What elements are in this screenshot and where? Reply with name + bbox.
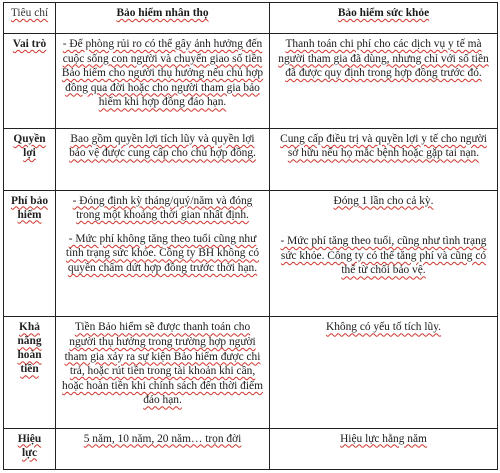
criterion-text: Vai trò (12, 37, 47, 50)
life-cell (56, 428, 270, 469)
life-cell (56, 33, 270, 128)
health-cell (270, 128, 498, 190)
table-row (4, 33, 498, 128)
table-header-row (4, 3, 498, 34)
life-text: - Để phòng rủi ro có thể gây ảnh hưởng đến cuộc sống con người và chuyển giao số tiền Bảo hiểm cho người thụ hưởng nếu chủ hợp đồng qua đời hoặc cho người tham gia bảo hiểm khi hợp đồng đáo hạn. (61, 37, 264, 109)
life-cell (56, 128, 270, 190)
comparison-table (3, 2, 498, 470)
header-health-insurance (270, 3, 498, 34)
table-row (4, 128, 498, 190)
health-cell (270, 33, 498, 128)
life-text: Bao gồm quyền lợi tích lũy và quyền lợi bảo vệ được cung cấp cho chủ hợp đồng. (69, 132, 256, 160)
health-text: Không có yếu tố tích lũy. (325, 321, 442, 334)
criterion-text: Khả năng hoàn tiền (17, 321, 42, 376)
life-text: - Mức phí không tăng theo tuổi cũng như tình trạng sức khỏe. Công ty BH không có quyền chấm dứt hợp đồng trước thời hạn. (65, 232, 260, 274)
header-life-insurance (56, 3, 270, 34)
life-cell (56, 190, 270, 317)
health-text: Thanh toán chi phí cho các dịch vụ y tế mà người tham gia đã dùng, nhưng chỉ với số tiền đã được quy định trong hợp đồng trước đó. (278, 37, 489, 80)
row-criterion (4, 317, 56, 428)
header-criterion (4, 3, 56, 34)
health-text: Hiệu lực hằng năm (340, 432, 427, 445)
health-text: Đóng 1 lần cho cả kỳ. (333, 194, 434, 207)
criterion-text: Quyền lợi (13, 132, 46, 159)
life-text: - Đóng định kỳ tháng/quý/năm và đóng trong một khoảng thời gian nhất định. (72, 194, 253, 222)
health-cell (270, 317, 498, 428)
row-criterion (4, 33, 56, 128)
health-text: Cung cấp điều trị và quyền lợi y tế cho người sở hữu nếu họ mắc bệnh hoặc gặp tai nạn. (280, 132, 487, 160)
health-text: - Mức phí tăng theo tuổi, cũng như tình trạng sức khỏe. Công ty có thể tăng phí và cũng có thể từ chối bảo vệ. (280, 235, 487, 277)
row-criterion (4, 190, 56, 317)
life-text: Tiền Bảo hiểm sẽ được thanh toán cho người thụ hưởng trong trường hợp người tham gia xảy ra sự kiện Bảo hiểm được chi trả, hoặc rút tiền trong tài khoản khi cần, hoặc hoàn tiền khi chính sách đến thời điểm đáo hạn. (62, 321, 263, 407)
row-criterion (4, 128, 56, 190)
health-cell (270, 428, 498, 469)
table-row (4, 317, 498, 428)
table-row (4, 428, 498, 469)
header-health-text: Bảo hiểm sức khỏe (337, 7, 430, 19)
health-cell (270, 190, 498, 317)
life-text: 5 năm, 10 năm, 20 năm… trọn đời (83, 432, 242, 445)
criterion-text: Hiệu lực (17, 432, 42, 459)
table-row (4, 190, 498, 317)
row-criterion (4, 428, 56, 469)
header-life-text: Bảo hiểm nhân thọ (116, 7, 209, 19)
life-cell (56, 317, 270, 428)
criterion-text: Phí bảo hiểm (10, 194, 49, 221)
header-criterion-text: Tiêu chí (10, 7, 49, 19)
